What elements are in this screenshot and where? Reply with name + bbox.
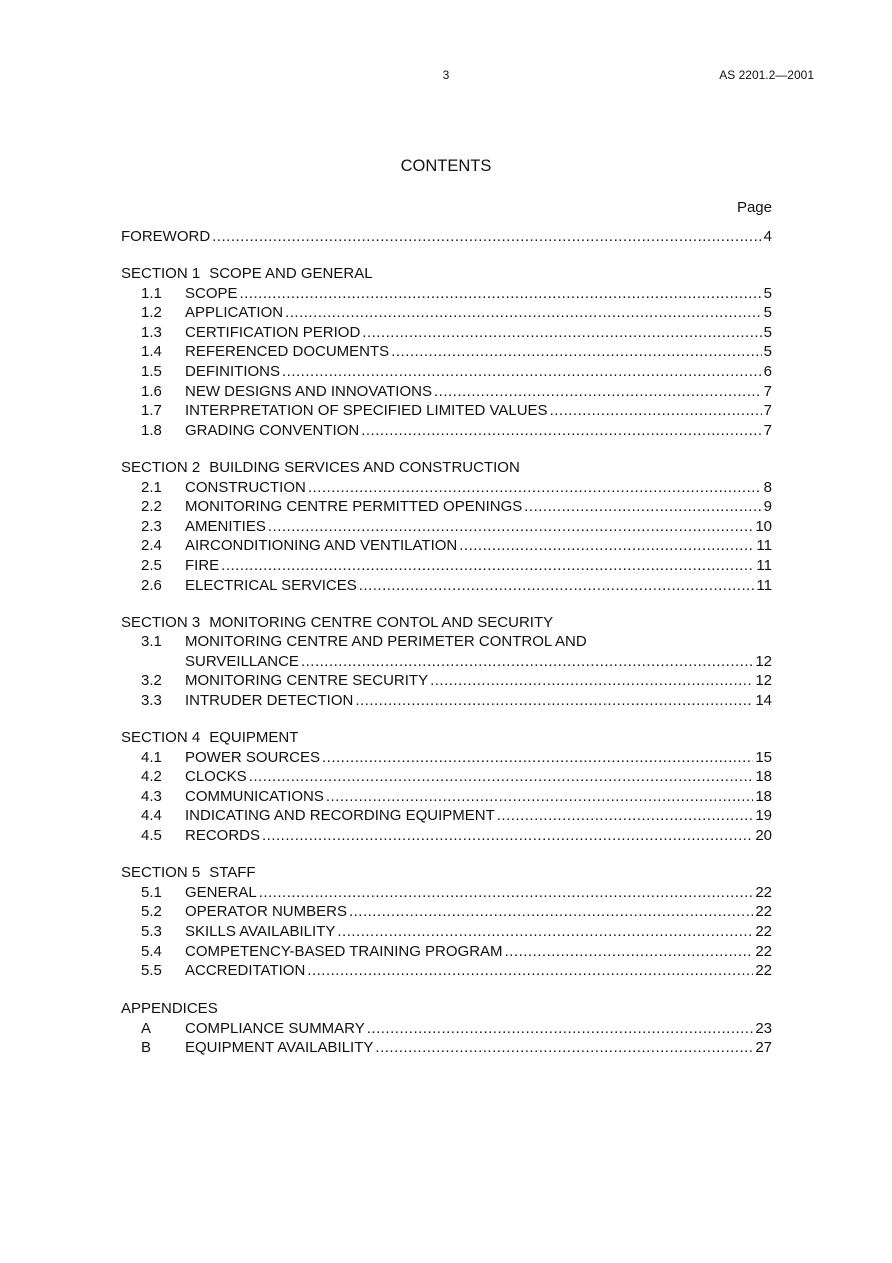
toc-entry-title: ACCREDITATION (185, 962, 306, 980)
dot-leader (362, 323, 761, 343)
toc-entry-number: 2.4 (141, 537, 162, 555)
toc-entry-number: 1.4 (141, 343, 162, 361)
dot-leader (249, 767, 754, 787)
toc-section-number: SECTION 1 (121, 265, 201, 283)
toc-section-title: EQUIPMENT (209, 729, 299, 747)
toc-entry[interactable] (121, 303, 772, 323)
toc-entry-number: 4.5 (141, 827, 162, 845)
toc-entry-number: 4.1 (141, 748, 162, 766)
toc-section-number: SECTION 5 (121, 864, 201, 882)
toc-page-number: 6 (763, 363, 772, 381)
spacer (121, 846, 772, 864)
toc-page-number: 7 (763, 382, 772, 400)
toc-entry[interactable] (121, 576, 772, 596)
toc-entry-number: 1.7 (141, 402, 162, 420)
toc-page-number: 22 (755, 942, 772, 960)
toc-page-number: 5 (763, 304, 772, 322)
toc-entry-title: APPLICATION (185, 304, 284, 322)
toc-page-number: 4 (763, 228, 772, 245)
toc-section-number: SECTION 4 (121, 729, 201, 747)
toc-entry[interactable] (121, 767, 772, 787)
toc-entry-number: 5.2 (141, 903, 162, 921)
spacer (121, 595, 772, 613)
toc-entry-title: INTRUDER DETECTION (185, 691, 354, 709)
toc-entry-number: 5.3 (141, 922, 162, 940)
toc-entry[interactable] (121, 883, 772, 903)
toc-page-number: 7 (763, 402, 772, 420)
dot-leader (212, 227, 761, 247)
toc-page-number: 8 (763, 478, 772, 496)
toc-section-number: SECTION 2 (121, 458, 201, 476)
toc-section-heading[interactable] (121, 613, 772, 633)
toc-section-title: MONITORING CENTRE CONTOL AND SECURITY (209, 613, 554, 631)
toc-section-heading[interactable] (121, 728, 772, 748)
spacer (121, 711, 772, 729)
toc-page-number: 22 (755, 922, 772, 940)
toc-entry-number: 2.3 (141, 517, 162, 535)
toc-section-title: BUILDING SERVICES AND CONSTRUCTION (209, 458, 520, 476)
toc-entry-title-cont: SURVEILLANCE (185, 652, 299, 670)
toc-page-number: 10 (755, 517, 772, 535)
toc-entry-title: AIRCONDITIONING AND VENTILATION (185, 537, 458, 555)
toc-section-heading[interactable] (121, 264, 772, 284)
toc-page-number: 18 (755, 787, 772, 805)
toc-entry-number: 4.3 (141, 787, 162, 805)
toc-entry-number: 3.1 (141, 633, 162, 651)
toc-entry[interactable] (121, 632, 772, 652)
toc-entry-number: 2.5 (141, 556, 162, 574)
toc-entry-title: COMMUNICATIONS (185, 787, 324, 805)
dot-leader (505, 942, 754, 962)
dot-leader (375, 1038, 753, 1058)
toc-entry[interactable] (121, 787, 772, 807)
dot-leader (524, 497, 761, 517)
toc-page-number: 12 (755, 652, 772, 670)
dot-leader (391, 342, 761, 362)
dot-leader (301, 652, 753, 672)
toc-page-number: 12 (755, 672, 772, 690)
toc-entry[interactable] (121, 478, 772, 498)
toc-entry-number: 1.8 (141, 421, 162, 439)
dot-leader (307, 961, 753, 981)
dot-leader (285, 303, 762, 323)
toc-page-number: 11 (756, 537, 772, 555)
dot-leader (282, 362, 762, 382)
toc-entry[interactable] (121, 1019, 772, 1039)
toc-page-number: 7 (763, 421, 772, 439)
dot-leader (259, 883, 754, 903)
toc-entry-title: CONSTRUCTION (185, 478, 306, 496)
toc-entry[interactable] (121, 671, 772, 691)
toc-entry[interactable] (121, 942, 772, 962)
toc-page-number: 5 (763, 343, 772, 361)
dot-leader (550, 401, 762, 421)
toc-entry-title: OPERATOR NUMBERS (185, 903, 347, 921)
spacer (121, 247, 772, 265)
toc-entry-title: MONITORING CENTRE AND PERIMETER CONTROL AND (185, 633, 587, 651)
dot-leader (361, 421, 761, 441)
document-id: AS 2201.2—2001 (719, 68, 814, 82)
toc-entry[interactable] (121, 902, 772, 922)
dot-leader (367, 1019, 754, 1039)
dot-leader (497, 806, 754, 826)
dot-leader (326, 787, 753, 807)
toc-page-number: 11 (756, 576, 772, 594)
toc-entry[interactable] (121, 497, 772, 517)
toc-entry-number: 5.1 (141, 883, 162, 901)
toc-entry-title: INTERPRETATION OF SPECIFIED LIMITED VALUES (185, 402, 548, 420)
toc-entry[interactable] (121, 382, 772, 402)
toc-entry[interactable] (121, 691, 772, 711)
toc-entry-title: AMENITIES (185, 517, 266, 535)
toc-page-number: 14 (755, 691, 772, 709)
toc-entry-number: 5.4 (141, 942, 162, 960)
toc-page-number: 5 (763, 323, 772, 341)
dot-leader (268, 517, 753, 537)
toc-entry[interactable] (121, 342, 772, 362)
toc-entry-title: POWER SOURCES (185, 748, 321, 766)
toc-entry-number: B (141, 1039, 152, 1057)
toc-entry-number: 1.2 (141, 304, 162, 322)
toc-entry-number: 2.1 (141, 478, 162, 496)
dot-leader (434, 382, 762, 402)
toc-entry-title: NEW DESIGNS AND INNOVATIONS (185, 382, 432, 400)
toc-entry[interactable] (121, 806, 772, 826)
toc-section-heading[interactable] (121, 863, 772, 883)
toc-entry-title: GRADING CONVENTION (185, 421, 360, 439)
table-of-contents (121, 227, 772, 1058)
toc-appendices-heading[interactable]: APPENDICES (121, 1000, 218, 1018)
toc-entry-title: REFERENCED DOCUMENTS (185, 343, 390, 361)
toc-entry-number: 3.3 (141, 691, 162, 709)
toc-page-number: 23 (755, 1019, 772, 1037)
dot-leader (322, 748, 753, 768)
dot-leader (359, 576, 755, 596)
page-title: CONTENTS (400, 157, 492, 175)
toc-foreword[interactable] (121, 227, 772, 247)
toc-entry[interactable] (121, 556, 772, 576)
toc-entry[interactable] (121, 401, 772, 421)
toc-entry-title: COMPLIANCE SUMMARY (185, 1019, 365, 1037)
dot-leader (308, 478, 762, 498)
toc-entry-continuation[interactable] (121, 652, 772, 672)
toc-page-number: 11 (756, 556, 772, 574)
toc-entry-title: FIRE (185, 556, 220, 574)
dot-leader (349, 902, 753, 922)
spacer (121, 440, 772, 458)
toc-entry[interactable] (121, 826, 772, 846)
spacer (121, 981, 772, 1000)
toc-entry[interactable] (121, 961, 772, 981)
toc-entry-number: 1.5 (141, 363, 162, 381)
dot-leader (337, 922, 753, 942)
toc-entry-title: CLOCKS (185, 768, 247, 786)
toc-entry[interactable] (121, 284, 772, 304)
dot-leader (262, 826, 753, 846)
toc-entry[interactable] (121, 362, 772, 382)
toc-page-number: 15 (755, 748, 772, 766)
toc-entry-title: MONITORING CENTRE SECURITY (185, 672, 429, 690)
toc-entry-title: ELECTRICAL SERVICES (185, 576, 357, 594)
toc-page-number: 20 (755, 827, 772, 845)
toc-entry-title: GENERAL (185, 883, 257, 901)
dot-leader (459, 536, 754, 556)
toc-page-number: 5 (763, 284, 772, 302)
dot-leader (221, 556, 754, 576)
page-column-label: Page (736, 199, 772, 216)
toc-entry-title: MONITORING CENTRE PERMITTED OPENINGS (185, 498, 523, 516)
toc-entry[interactable] (121, 323, 772, 343)
toc-entry[interactable] (121, 421, 772, 441)
toc-page-number: 22 (755, 903, 772, 921)
page-number: 3 (442, 68, 450, 82)
dot-leader (430, 671, 753, 691)
toc-entry-number: 4.2 (141, 768, 162, 786)
toc-entry-number: 4.4 (141, 807, 162, 825)
dot-leader (355, 691, 753, 711)
dot-leader (240, 284, 762, 304)
toc-entry-number: 1.6 (141, 382, 162, 400)
toc-entry-title: DEFINITIONS (185, 363, 281, 381)
toc-page-number: 22 (755, 962, 772, 980)
toc-page-number: 19 (755, 807, 772, 825)
toc-entry-title: SKILLS AVAILABILITY (185, 922, 336, 940)
toc-entry-title: SCOPE (185, 284, 238, 302)
toc-entry-number: 1.3 (141, 323, 162, 341)
toc-entry[interactable] (121, 1038, 772, 1058)
toc-foreword-label: FOREWORD (121, 228, 211, 245)
toc-page-number: 9 (763, 498, 772, 516)
toc-entry-number: 2.2 (141, 498, 162, 516)
toc-section-number: SECTION 3 (121, 613, 201, 631)
toc-entry-number: 5.5 (141, 962, 162, 980)
toc-page-number: 18 (755, 768, 772, 786)
toc-section-title: STAFF (209, 864, 256, 882)
toc-entry-title: CERTIFICATION PERIOD (185, 323, 361, 341)
toc-section-heading[interactable] (121, 458, 772, 478)
toc-entry-title: RECORDS (185, 827, 261, 845)
toc-entry-number: 3.2 (141, 672, 162, 690)
toc-entry-number: A (141, 1019, 152, 1037)
toc-entry[interactable] (121, 922, 772, 942)
toc-entry[interactable] (121, 748, 772, 768)
toc-entry-title: EQUIPMENT AVAILABILITY (185, 1039, 374, 1057)
toc-section-title: SCOPE AND GENERAL (209, 265, 373, 283)
toc-entry-title: INDICATING AND RECORDING EQUIPMENT (185, 807, 495, 825)
toc-entry-number: 2.6 (141, 576, 162, 594)
toc-page-number: 22 (755, 883, 772, 901)
toc-entry-title: COMPETENCY-BASED TRAINING PROGRAM (185, 942, 503, 960)
toc-entry[interactable] (121, 536, 772, 556)
toc-page-number: 27 (755, 1039, 772, 1057)
toc-entry-number: 1.1 (141, 284, 162, 302)
toc-entry[interactable] (121, 517, 772, 537)
